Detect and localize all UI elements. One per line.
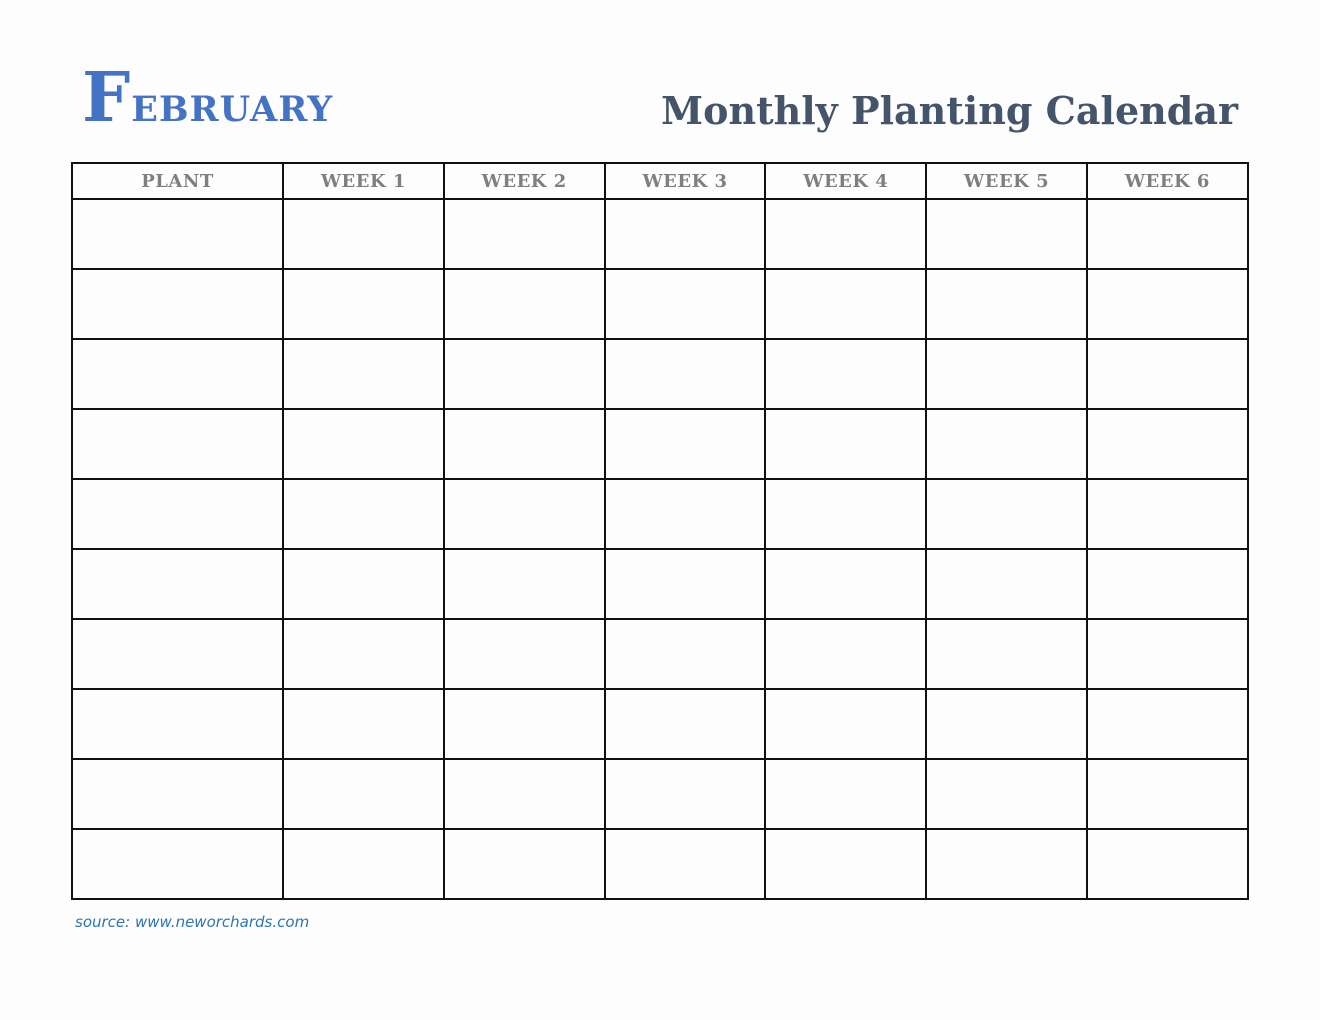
column-header-week-4: WEEK 4 <box>765 163 926 199</box>
cell-week-2[interactable] <box>444 339 605 409</box>
cell-week-5[interactable] <box>926 549 1087 619</box>
cell-week-1[interactable] <box>283 689 444 759</box>
table-body <box>72 199 1248 899</box>
column-header-plant: PLANT <box>72 163 283 199</box>
cell-week-6[interactable] <box>1087 409 1248 479</box>
cell-week-3[interactable] <box>605 619 766 689</box>
column-header-week-2: WEEK 2 <box>444 163 605 199</box>
table-row <box>72 759 1248 829</box>
cell-week-6[interactable] <box>1087 619 1248 689</box>
cell-plant[interactable] <box>72 829 283 899</box>
cell-week-5[interactable] <box>926 199 1087 269</box>
cell-week-6[interactable] <box>1087 549 1248 619</box>
table-row <box>72 199 1248 269</box>
cell-plant[interactable] <box>72 759 283 829</box>
calendar-title: Monthly Planting Calendar <box>661 88 1238 133</box>
cell-week-2[interactable] <box>444 619 605 689</box>
cell-week-4[interactable] <box>765 619 926 689</box>
month-title <box>82 58 333 144</box>
column-header-week-1: WEEK 1 <box>283 163 444 199</box>
cell-week-5[interactable] <box>926 409 1087 479</box>
cell-week-3[interactable] <box>605 409 766 479</box>
cell-week-3[interactable] <box>605 689 766 759</box>
cell-week-4[interactable] <box>765 269 926 339</box>
table-row <box>72 409 1248 479</box>
table-row <box>72 829 1248 899</box>
cell-week-4[interactable] <box>765 689 926 759</box>
cell-week-6[interactable] <box>1087 199 1248 269</box>
column-header-week-3: WEEK 3 <box>605 163 766 199</box>
cell-week-6[interactable] <box>1087 759 1248 829</box>
cell-week-6[interactable] <box>1087 269 1248 339</box>
cell-week-1[interactable] <box>283 619 444 689</box>
cell-week-3[interactable] <box>605 479 766 549</box>
cell-week-6[interactable] <box>1087 689 1248 759</box>
cell-week-2[interactable] <box>444 269 605 339</box>
table-row <box>72 689 1248 759</box>
cell-week-1[interactable] <box>283 549 444 619</box>
cell-week-4[interactable] <box>765 339 926 409</box>
table-row <box>72 269 1248 339</box>
cell-week-1[interactable] <box>283 199 444 269</box>
cell-plant[interactable] <box>72 689 283 759</box>
month-title-rest: ebruary <box>131 74 334 133</box>
cell-plant[interactable] <box>72 409 283 479</box>
planting-calendar-table <box>71 162 1249 900</box>
table-header <box>72 163 1248 199</box>
cell-week-2[interactable] <box>444 549 605 619</box>
cell-week-4[interactable] <box>765 409 926 479</box>
table-row <box>72 619 1248 689</box>
cell-week-4[interactable] <box>765 829 926 899</box>
cell-week-2[interactable] <box>444 689 605 759</box>
cell-week-1[interactable] <box>283 759 444 829</box>
column-header-week-6: WEEK 6 <box>1087 163 1248 199</box>
table-row <box>72 479 1248 549</box>
cell-week-3[interactable] <box>605 269 766 339</box>
cell-plant[interactable] <box>72 269 283 339</box>
cell-week-2[interactable] <box>444 199 605 269</box>
cell-week-5[interactable] <box>926 689 1087 759</box>
table-row <box>72 339 1248 409</box>
table-row <box>72 549 1248 619</box>
cell-week-2[interactable] <box>444 409 605 479</box>
cell-week-4[interactable] <box>765 479 926 549</box>
cell-plant[interactable] <box>72 619 283 689</box>
cell-week-6[interactable] <box>1087 479 1248 549</box>
cell-week-4[interactable] <box>765 759 926 829</box>
cell-week-2[interactable] <box>444 759 605 829</box>
cell-week-4[interactable] <box>765 549 926 619</box>
cell-week-5[interactable] <box>926 619 1087 689</box>
cell-week-5[interactable] <box>926 339 1087 409</box>
cell-week-6[interactable] <box>1087 339 1248 409</box>
cell-week-1[interactable] <box>283 829 444 899</box>
source-credit: source: www.neworchards.com <box>75 913 310 931</box>
cell-plant[interactable] <box>72 199 283 269</box>
cell-week-3[interactable] <box>605 339 766 409</box>
cell-week-4[interactable] <box>765 199 926 269</box>
cell-week-1[interactable] <box>283 339 444 409</box>
cell-week-3[interactable] <box>605 549 766 619</box>
cell-week-6[interactable] <box>1087 829 1248 899</box>
month-title-initial: F <box>82 58 132 138</box>
table-header-row <box>72 163 1248 199</box>
cell-week-2[interactable] <box>444 829 605 899</box>
cell-week-1[interactable] <box>283 409 444 479</box>
cell-week-3[interactable] <box>605 829 766 899</box>
cell-week-1[interactable] <box>283 479 444 549</box>
cell-plant[interactable] <box>72 549 283 619</box>
cell-week-5[interactable] <box>926 759 1087 829</box>
cell-week-3[interactable] <box>605 759 766 829</box>
cell-week-5[interactable] <box>926 269 1087 339</box>
cell-week-2[interactable] <box>444 479 605 549</box>
cell-week-5[interactable] <box>926 479 1087 549</box>
cell-week-3[interactable] <box>605 199 766 269</box>
cell-plant[interactable] <box>72 479 283 549</box>
cell-week-1[interactable] <box>283 269 444 339</box>
column-header-week-5: WEEK 5 <box>926 163 1087 199</box>
cell-week-5[interactable] <box>926 829 1087 899</box>
cell-plant[interactable] <box>72 339 283 409</box>
